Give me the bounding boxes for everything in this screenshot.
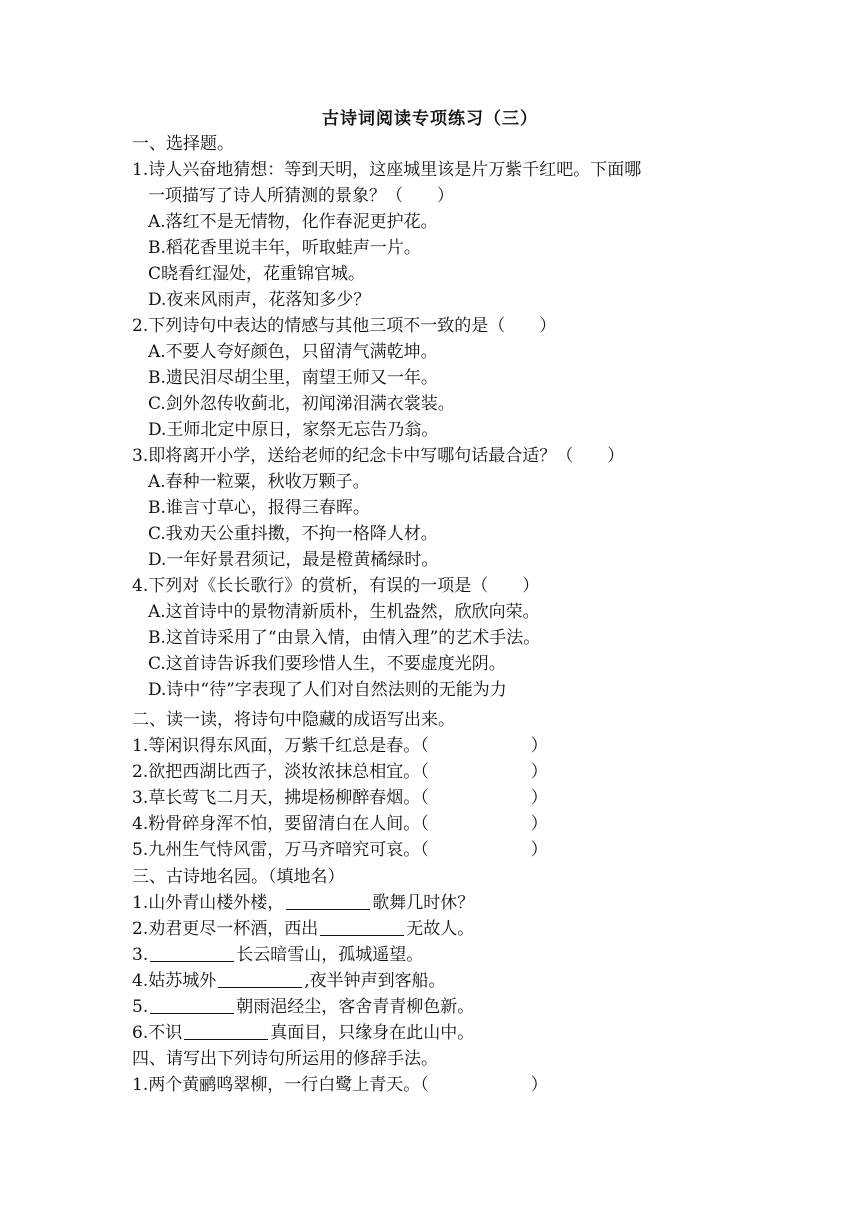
option: D.王师北定中原日，家祭无忘告乃翁。	[148, 420, 439, 440]
option: B.稻花香里说丰年，听取蛙声一片。	[148, 238, 421, 258]
item-prefix: 5.	[132, 997, 149, 1017]
option: C.我劝天公重抖擞，不拘一格降人材。	[148, 524, 438, 544]
option: B.这首诗采用了“由景入情，由情入理”的艺术手法。	[148, 628, 541, 648]
option: A.这首诗中的景物清新质朴，生机盎然，欣欣向荣。	[148, 602, 540, 622]
page-title: 古诗词阅读专项练习（三）	[322, 109, 538, 129]
question-stem: 1.诗人兴奋地猜想：等到天明，这座城里该是片万紫千红吧。下面哪	[132, 160, 642, 180]
item-prefix: 3.	[132, 945, 149, 965]
rhetoric-item: 1.两个黄鹂鸣翠柳，一行白鹭上青天。（ ）	[132, 1075, 548, 1095]
option: B.遗民泪尽胡尘里，南望王师又一年。	[148, 368, 438, 388]
idiom-item: 2.欲把西湖比西子，淡妆浓抹总相宜。（ ）	[132, 762, 548, 782]
answer-blank[interactable]	[150, 995, 234, 1014]
fill-in-item	[132, 994, 474, 1020]
section-heading: 二、读一读，将诗句中隐藏的成语写出来。	[132, 710, 455, 730]
idiom-item: 5.九州生气恃风雷，万马齐喑究可哀。（ ）	[132, 840, 548, 860]
item-prefix: 1.山外青山楼外楼，	[132, 893, 285, 913]
option: C晓看红湿处，花重锦官城。	[148, 264, 366, 284]
fill-in-item	[132, 890, 474, 916]
item-suffix: 歌舞几时休？	[372, 893, 475, 913]
item-prefix: 2.劝君更尽一杯酒，西出	[132, 919, 319, 939]
option: D.夜来风雨声，花落知多少？	[148, 290, 371, 310]
question-stem: 2.下列诗句中表达的情感与其他三项不一致的是（ ）	[132, 316, 557, 336]
fill-in-item	[132, 916, 474, 942]
item-suffix: 长云暗雪山，孤城遥望。	[236, 945, 424, 965]
option: A.不要人夸好颜色，只留清气满乾坤。	[148, 342, 438, 362]
option: A.春种一粒粟，秋收万颗子。	[148, 472, 370, 492]
option: C.剑外忽传收蓟北，初闻涕泪满衣裳装。	[148, 394, 455, 414]
option: D.一年好景君须记，最是橙黄橘绿时。	[148, 550, 439, 570]
answer-blank[interactable]	[184, 1021, 268, 1040]
idiom-item: 3.草长莺飞二月天，拂堤杨柳醉春烟。（ ）	[132, 788, 548, 808]
idiom-item: 1.等闲识得东风面，万紫千红总是春。（ ）	[132, 736, 548, 756]
item-prefix: 6.不识	[132, 1023, 183, 1043]
answer-blank[interactable]	[218, 969, 302, 988]
option: D.诗中“待”字表现了人们对自然法则的无能为力	[148, 680, 507, 700]
option: A.落红不是无情物，化作春泥更护花。	[148, 212, 438, 232]
section-heading: 三、古诗地名园。（填地名）	[132, 867, 345, 887]
idiom-item: 4.粉骨碎身浑不怕，要留清白在人间。（ ）	[132, 814, 548, 834]
option: C.这首诗告诉我们要珍惜人生，不要虚度光阴。	[148, 654, 506, 674]
question-stem: 4.下列对《长长歌行》的赏析，有误的一项是（ ）	[132, 576, 540, 596]
section-heading: 一、选择题。	[132, 134, 234, 154]
section-heading: 四、请写出下列诗句所运用的修辞手法。	[132, 1049, 438, 1069]
item-suffix: 真面目，只缘身在此山中。	[270, 1023, 475, 1043]
answer-blank[interactable]	[320, 917, 404, 936]
answer-blank[interactable]	[150, 943, 234, 962]
option: B.谁言寸草心，报得三春晖。	[148, 498, 370, 518]
item-suffix: 朝雨浥经尘，客舍青青柳色新。	[236, 997, 475, 1017]
question-stem: 一项描写了诗人所猜测的景象？（ ）	[148, 186, 454, 206]
item-suffix: ,夜半钟声到客船。	[304, 971, 446, 991]
question-stem: 3.即将离开小学，送给老师的纪念卡中写哪句话最合适？（ ）	[132, 446, 625, 466]
fill-in-item	[132, 1020, 474, 1046]
fill-in-item	[132, 968, 446, 994]
item-suffix: 无故人。	[406, 919, 475, 939]
answer-blank[interactable]	[286, 891, 370, 910]
item-prefix: 4.姑苏城外	[132, 971, 217, 991]
fill-in-item	[132, 942, 423, 968]
